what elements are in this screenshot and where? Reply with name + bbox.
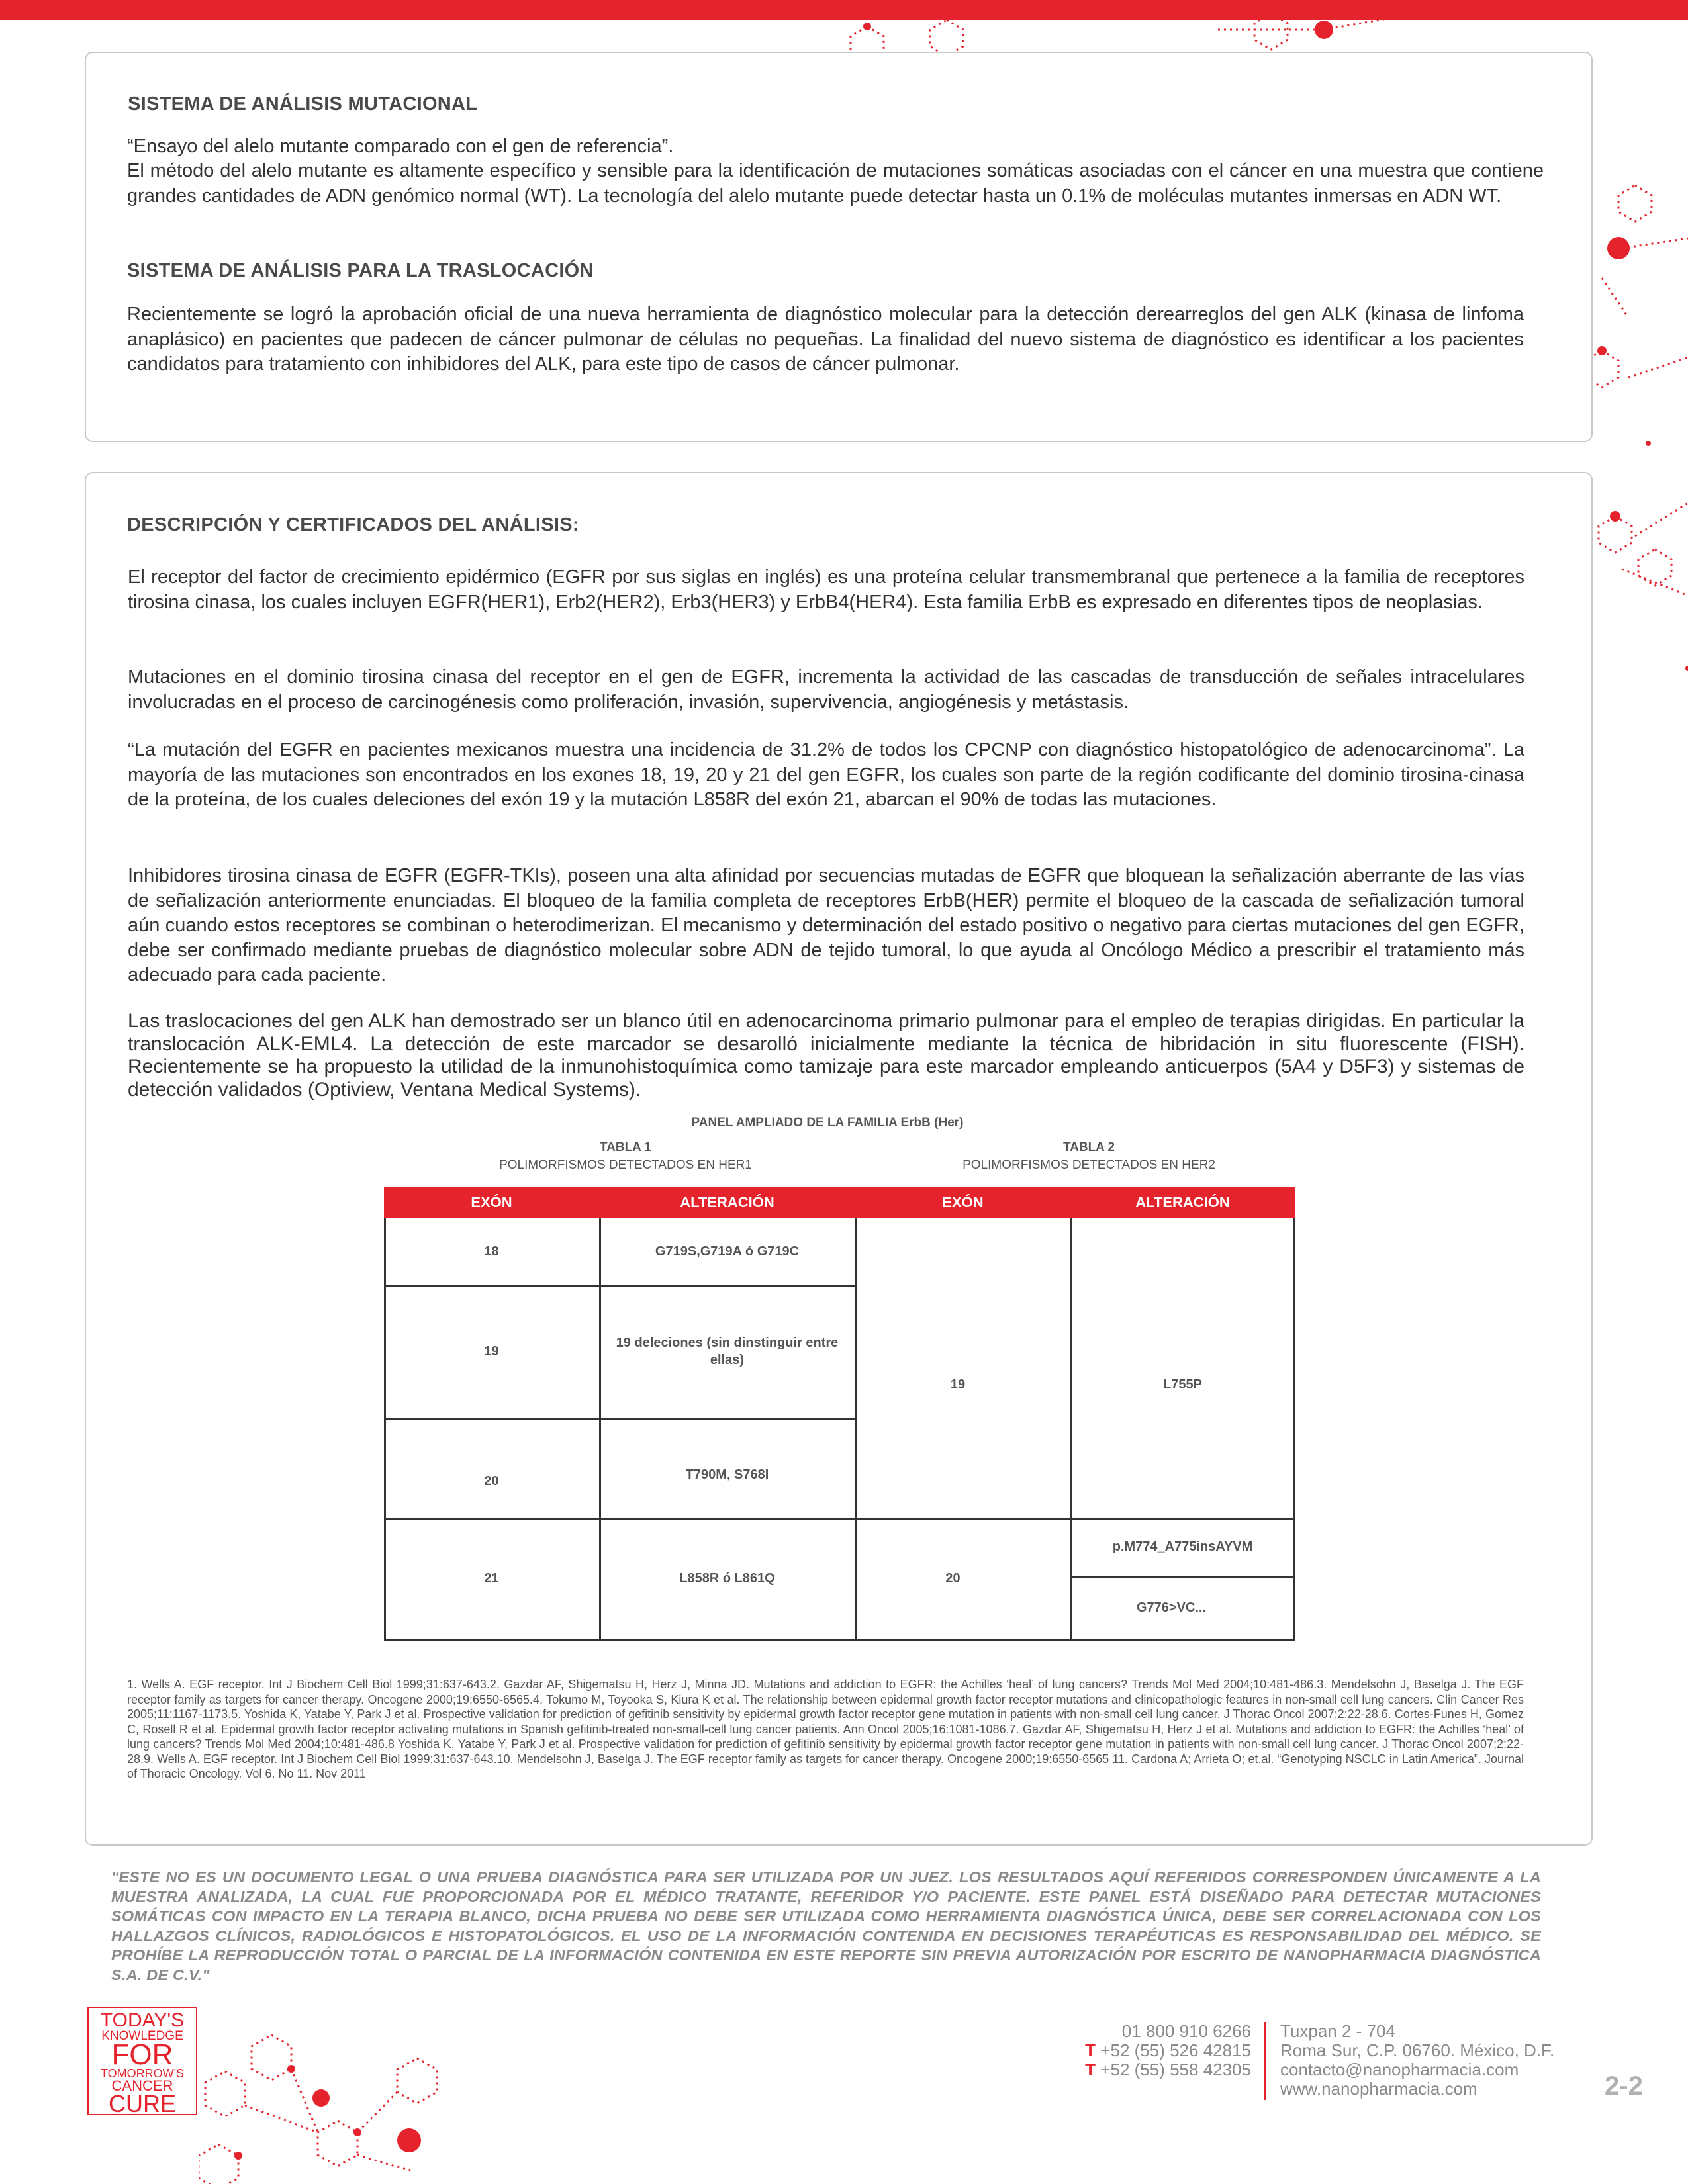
section-heading-translocation: SISTEMA DE ANÁLISIS PARA LA TRASLOCACIÓN [127, 260, 594, 281]
company-logo: TODAY'S KNOWLEDGE FOR TOMORROW'S CANCER CURE [87, 2007, 197, 2115]
table1-subtitle: POLIMORFISMOS DETECTADOS EN HER1 [499, 1158, 752, 1172]
section-mutational-text: El método del alelo mutante es altamente específico y sensible para la identificación de mutaciones somáticas asociadas con el cáncer en una muestra que contiene grandes cantidades de ADN genómico normal (WT). La tecnología del alelo mutante puede detectar hasta un 0.1% de moléculas mutantes inmersas en ADN WT. [127, 160, 1544, 206]
address-line-1: Tuxpan 2 - 704 [1280, 2021, 1395, 2041]
header-exon-her2: EXÓN [942, 1194, 984, 1210]
section-heading-mutational: SISTEMA DE ANÁLISIS MUTACIONAL [128, 93, 478, 114]
mutations-table [384, 1218, 1295, 1641]
page-number: 2-2 [1605, 2071, 1643, 2101]
table-header-row [384, 1187, 1295, 1218]
section-mutational-line1: “Ensayo del alelo mutante comparado con el gen de referencia”. [127, 136, 674, 157]
her1-exon-20: 20 [484, 1473, 499, 1488]
section-translocation-text: Recientemente se logró la aprobación oficial de una nueva herramienta de diagnóstico molecular para la detección derearreglos del gen ALK (kinasa de linfoma anaplásico) en pacientes que padecen de cáncer pulmonar de células no pequeñas. La finalidad del nuevo sistema de diagnóstico es identificar a los pacientes candidatos para tratamiento con inhibidores del ALK, para este tipo de casos de cáncer pulmonar. [127, 304, 1524, 375]
contact-address [1280, 2022, 1554, 2099]
table2-title: TABLA 2 [1062, 1140, 1115, 1154]
description-paragraph-4: Inhibidores tirosina cinasa de EGFR (EGFR-TKIs), poseen una alta afinidad por secuencias mutadas de EGFR que bloquean la señalización aberrante de las vías de señalización anteriormente enunciadas. El bloqueo de la familia completa de receptores ErbB(HER) permite el bloqueo de la cascada de señalización tumoral aún cuando estos receptores se combinan o heterodimerizan. El mecanismo y determinación del estado positivo o negativo para ciertas mutaciones del gen EGFR, debe ser confirmado mediante pruebas de diagnóstico molecular sobre ADN de tejido tumoral, lo que ayuda al Oncólogo Médico a prescribir el tratamiento más adecuado para cada paciente. [128, 865, 1524, 985]
header-alteration-her1: ALTERACIÓN [680, 1194, 774, 1210]
description-paragraph-3: “La mutación del EGFR en pacientes mexicanos muestra una incidencia de 31.2% de todos los CPCNP con diagnóstico histopatológico de adenocarcinoma”. La mayoría de las mutaciones son encontrados en los exones 18, 19, 20 y 21 del gen EGFR, los cuales son parte de la región codificante del dominio tirosina-cinasa de la proteína, de los cuales deleciones del exón 19 y la mutación L858R del exón 21, abarcan el 90% de todas las mutaciones. [128, 739, 1524, 810]
her1-alteration-21: L858R ó L861Q [679, 1571, 775, 1586]
her2-exon-20: 20 [945, 1571, 961, 1586]
her1-exon-18: 18 [484, 1244, 499, 1259]
header-exon-her1: EXÓN [471, 1194, 512, 1210]
legal-disclaimer: "ESTE NO ES UN DOCUMENTO LEGAL O UNA PRUEBA DIAGNÓSTICA PARA SER UTILIZADA POR UN JUEZ. LOS RESULTADOS AQUÍ REFERIDOS CORRESPONDEN ÚNICAMENTE A LA MUESTRA ANALIZADA, LA CUAL FUE PROPORCIONADA POR EL MÉDICO TRATANTE, REFERIDOR Y/O PACIENTE. ESTE PANEL ESTÁ DISEÑADO PARA DETECTAR MUTACIONES SOMÁTICAS CON IMPACTO EN LA TERAPIA BLANCO, DICHA PRUEBA NO DEBE SER UTILIZADA COMO HERRAMIENTA DIAGNÓSTICA ÚNICA, DEBE SER CORRELACIONADA CON LOS HALLAZGOS CLÍNICOS, RADIOLÓGICOS E HISTOPATOLÓGICOS. EL USO DE LA INFORMACIÓN CONTENIDA EN DECISIONES TERAPÉUTICAS ES RESPONSABILIDAD DEL MÉDICO. SE PROHÍBE LA REPRODUCCIÓN TOTAL O PARCIAL DE LA INFORMACIÓN CONTENIDA EN ESTE REPORTE SIN PREVIA AUTORIZACIÓN POR ESCRITO DE NANOPHARMACIA DIAGNÓSTICA S.A. DE C.V." [111, 1868, 1541, 1983]
description-paragraph-1: El receptor del factor de crecimiento epidérmico (EGFR por sus siglas en inglés) es una proteína celular transmembranal que pertenece a la familia de receptores tirosina cinasa, los cuales incluyen EGFR(HER1), Erb2(HER2), Erb3(HER3) y ErbB4(HER4). Esta familia ErbB es expresado en diferentes tipos de neoplasias. [128, 567, 1524, 613]
phone-toll-free: 01 800 910 6266 [1121, 2021, 1251, 2041]
table1-title: TABLA 1 [599, 1140, 652, 1154]
description-paragraph-2: Mutaciones en el dominio tirosina cinasa del receptor en el gen de EGFR, incrementa la actividad de las cascadas de transducción de señales intracelulares involucradas en el proceso de carcinogénesis como proliferación, invasión, supervivencia, angiogénesis y metástasis. [128, 666, 1524, 713]
website-link[interactable]: www.nanopharmacia.com [1280, 2079, 1477, 2099]
phone-line-2: T +52 (55) 526 42815 [1085, 2040, 1251, 2060]
header-alteration-her2: ALTERACIÓN [1135, 1194, 1230, 1210]
address-line-2: Roma Sur, C.P. 06760. México, D.F. [1280, 2040, 1555, 2060]
table2-subtitle: POLIMORFISMOS DETECTADOS EN HER2 [962, 1158, 1215, 1172]
her2-exon-19: 19 [950, 1377, 966, 1392]
her2-alteration-20a: p.M774_A775insAYVM [1112, 1539, 1253, 1554]
table-panel-title: PANEL AMPLIADO DE LA FAMILIA ErbB (Her) [691, 1116, 964, 1130]
contact-phones [1085, 2022, 1251, 2079]
phone-line-3: T +52 (55) 558 42305 [1085, 2060, 1251, 2079]
her1-alteration-18: G719S,G719A ó G719C [655, 1244, 800, 1259]
molecule-decoration-bottom [199, 1972, 609, 2184]
her1-exon-19: 19 [484, 1344, 499, 1359]
section-heading-description: DESCRIPCIÓN Y CERTIFICADOS DEL ANÁLISIS: [127, 514, 579, 535]
references: 1. Wells A. EGF receptor. Int J Biochem Cell Biol 1999;31:637-643.2. Gazdar AF, Shigematsu H, Herz J, Minna JD. Mutations and addiction to EGFR: the Achilles ‘heal’ of lung cancers? Trends Mol Med 2004;10:481-486.3. Mendelsohn J, Baselga J. The EGF receptor family as targets for cancer therapy. Oncogene 2000;19:6550-6565.4. Tokumo M, Toyooka S, Kiura K et al. The relationship between epidermal growth factor receptor mutations and clinicopathologic features in non-small cell lung cancers. Clin Cancer Res 2005;11:1167-1173.5. Yoshida K, Yatabe Y, Park J et al. Prospective validation for prediction of gefitinib sensitivity by epidermal growth factor receptor gene mutation in patients with non-small cell lung cancer. J Thorac Oncol 2007;2:22-28.6. Cortes-Funes H, Gomez C, Rosell R et al. Epidermal growth factor receptor activating mutations in Spanish gefitinib-treated non-small-cell lung cancer patients. Ann Oncol 2005;16:1081-1086.7. Gazdar AF, Shigematsu H, Herz J et al. Mutations and addiction to EGFR: the Achilles ‘heal’ of lung cancers? Trends Mol Med 2004;10:481-486.8 Yoshida K, Yatabe Y, Park J et al. Prospective validation for prediction of gefitinib sensitivity by epidermal growth factor receptor gene mutation in patients with non-small cell lung cancer. J Thorac Oncol 2007;2:22-28.9. Wells A. EGF receptor. Int J Biochem Cell Biol 1999;31:637-643.10. Mendelsohn J, Baselga J. The EGF receptor family as targets for cancer therapy. Oncogene 2000;19:6550-6565 11. Cardona A; Arrieta O; et.al. “Genotyping NSCLC in Latin America”. Journal of Thoracic Oncology. Vol 6. No 11. Nov 2011 [127, 1678, 1524, 1780]
her2-alteration-19: L755P [1163, 1377, 1202, 1392]
her1-alteration-19: 19 deleciones (sin dinstinguir entre ellas) [616, 1336, 839, 1367]
her2-alteration-20b: G776>VC... [1136, 1600, 1207, 1615]
her1-alteration-20: T790M, S768I [685, 1467, 769, 1482]
contact-divider [1264, 2022, 1266, 2100]
her1-exon-21: 21 [484, 1571, 499, 1586]
email-link[interactable]: contacto@nanopharmacia.com [1280, 2060, 1519, 2079]
description-paragraph-5: Las traslocaciones del gen ALK han demostrado ser un blanco útil en adenocarcinoma primario pulmonar para el empleo de terapias dirigidas. En particular la translocación ALK-EML4. La detección de este marcador se desarolló inicialmente mediante la técnica de hibridación in situ fluorescente (FISH). Recientemente se ha propuesto la utilidad de la inmunohistoquímica como tamizaje para este marcador empleando anticuerpos (5A4 y D5F3) y sistemas de detección validados (Optiview, Ventana Medical Systems). [128, 1010, 1524, 1101]
